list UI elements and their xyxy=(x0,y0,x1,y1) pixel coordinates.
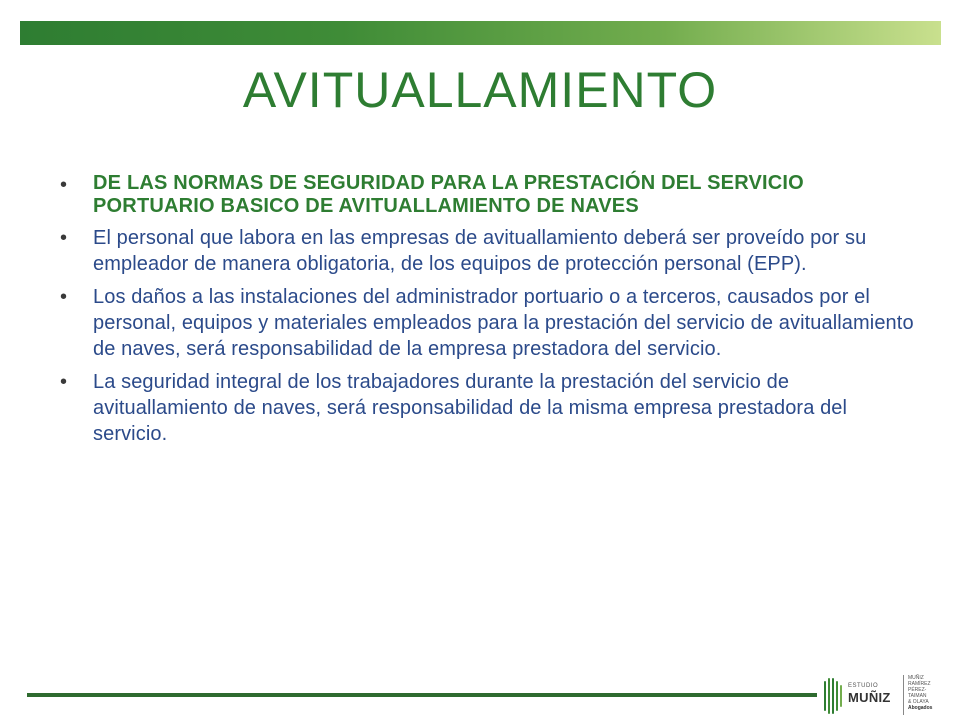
bullet-marker: • xyxy=(60,227,68,249)
bullet-marker: • xyxy=(60,174,68,196)
bullet-item-damages xyxy=(56,284,926,362)
bullet-marker: • xyxy=(60,286,68,308)
bullet-text: El personal que labora en las empresas de avituallamiento deberá ser proveído por su empleador de manera obligatoria, de los equipos de protección personal (EPP). xyxy=(93,227,867,275)
logo-partners xyxy=(908,675,942,711)
bullet-text: Los daños a las instalaciones del administrador portuario o a terceros, causados por el personal, equipos y materiales empleados para la prestación del servicio de avituallamiento de naves, será responsabilidad de la empresa prestadora del servicio. xyxy=(93,286,914,360)
logo-partner-name: PÉREZ-TAIMAN xyxy=(908,687,927,699)
bullet-item-heading xyxy=(56,172,926,218)
logo-studio-text: ESTUDIO xyxy=(848,683,879,689)
logo-partner-name: MUÑIZ xyxy=(908,675,924,681)
logo-divider xyxy=(903,675,904,715)
bullet-marker: • xyxy=(60,371,68,393)
logo-mark-icon xyxy=(822,675,844,715)
bullet-list xyxy=(56,172,926,454)
bottom-divider xyxy=(27,693,817,697)
slide-title: AVITUALLAMIENTO xyxy=(242,62,718,118)
bullet-item-epp xyxy=(56,225,926,277)
logo-name-text: MUÑIZ xyxy=(848,690,891,705)
logo-partner-name: & OLAYA xyxy=(908,699,929,705)
bullet-text: La seguridad integral de los trabajadores durante la prestación del servicio de avituallamiento de naves, será responsabilidad de la misma empresa prestadora del servicio. xyxy=(93,371,848,445)
logo-partner-name: RAMÍREZ xyxy=(908,681,931,687)
company-logo xyxy=(822,673,942,717)
bullet-heading: DE LAS NORMAS DE SEGURIDAD PARA LA PRESTACIÓN DEL SERVICIO PORTUARIO BASICO DE AVITUALLAMIENTO DE NAVES xyxy=(93,172,804,217)
top-gradient-bar xyxy=(20,21,941,45)
bullet-item-safety xyxy=(56,369,926,447)
logo-abogados-text: Abogados xyxy=(908,705,933,711)
